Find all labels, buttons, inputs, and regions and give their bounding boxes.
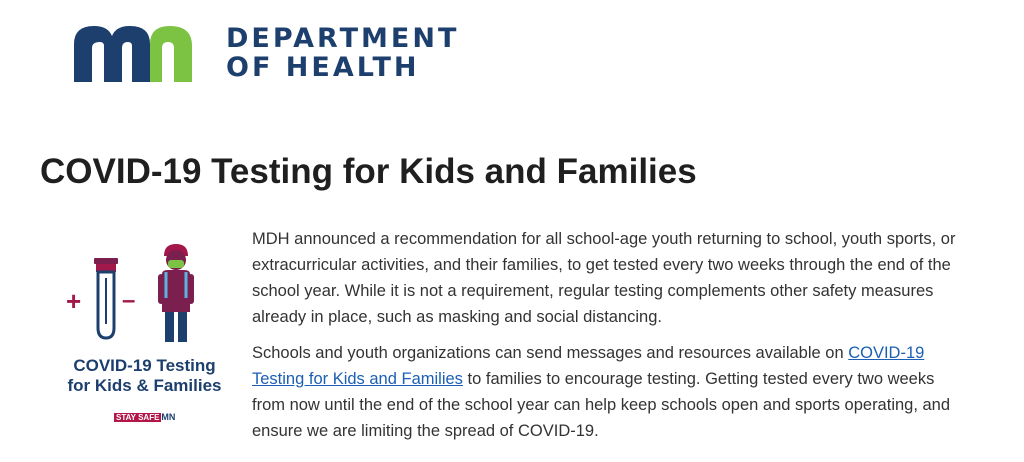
covid-testing-kids-families-link[interactable]: COVID-19 Testing for Kids and Families xyxy=(252,344,925,388)
paragraph-1: MDH announced a recommendation for all school-age youth returning to school, youth sports, or extracurricular activities, and their families, to get tested every two weeks through the end of the school year. While it is not a requirement, regular testing complements other safety measures already in place, such as masking and social distancing. xyxy=(252,230,956,326)
mn-logo-icon xyxy=(74,22,214,84)
badge-stay-safe: STAY SAFE xyxy=(116,413,160,422)
stay-safe-mn-badge xyxy=(114,411,175,423)
article-body xyxy=(252,226,962,454)
promo-graphic xyxy=(62,238,232,428)
paragraph-2 xyxy=(252,340,962,444)
test-tube-child-icon xyxy=(62,238,232,350)
promo-title-line-2: for Kids & Families xyxy=(67,376,222,395)
logo-line-1: DEPARTMENT xyxy=(226,23,460,54)
plus-sign: + xyxy=(66,286,82,316)
badge-mn: MN xyxy=(161,412,176,422)
promo-title xyxy=(62,356,227,396)
paragraph-2-start: Schools and youth organizations can send messages and resources available on xyxy=(252,344,849,362)
logo-line-2: OF HEALTH xyxy=(226,52,420,83)
paragraph-2-end: to families to encourage testing. Getting tested every two weeks from now until the end of the school year can help keep schools open and sports operating, and ensure we are limiting the spread of COVID-19. xyxy=(252,370,951,440)
logo-text xyxy=(226,24,459,82)
page-title: COVID-19 Testing for Kids and Families xyxy=(40,152,697,191)
promo-title-line-1: COVID-19 Testing xyxy=(73,356,216,375)
minus-sign: – xyxy=(122,287,136,314)
header xyxy=(74,22,494,86)
